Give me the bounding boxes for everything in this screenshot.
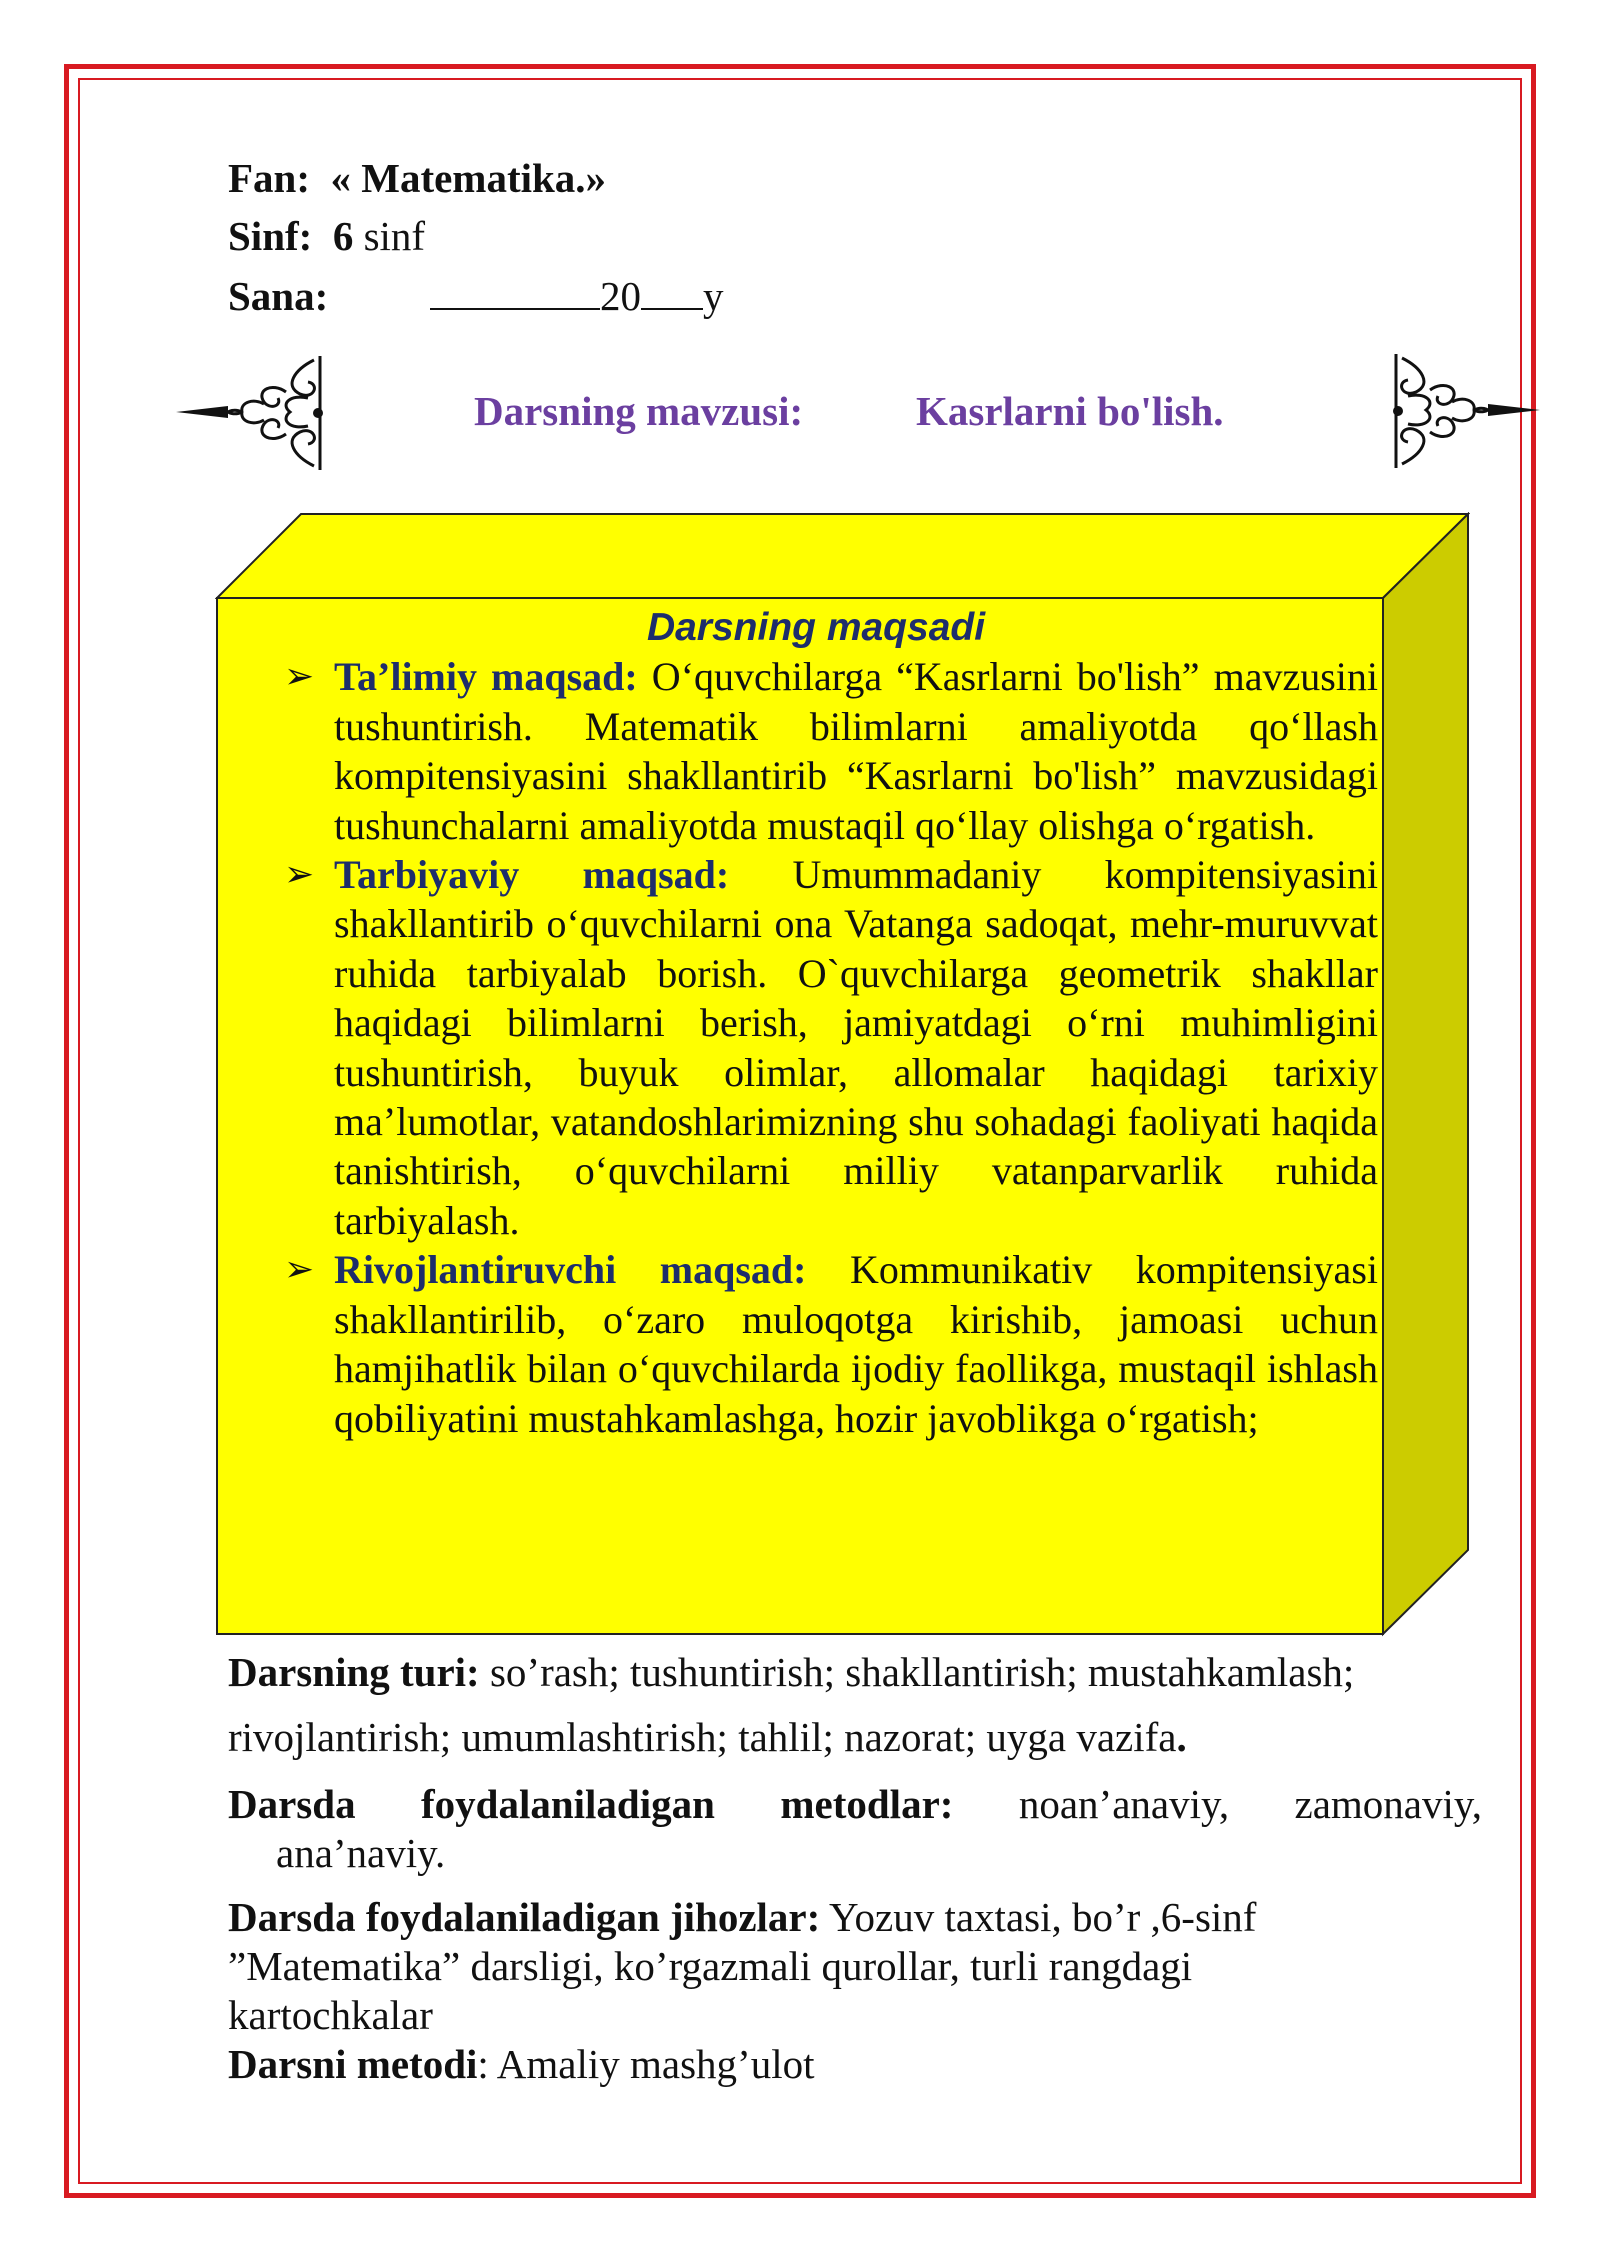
goal-rivojlantiruvchi [218, 1245, 1378, 1443]
goal-tarbiyaviy [218, 850, 1378, 1245]
sana-line [228, 270, 328, 322]
year-blank-line [641, 274, 703, 310]
metodlar-label: Darsda foydalaniladigan metodlar: [228, 1781, 954, 1827]
goal-text: Umummadaniy kompitensiyasini shakllantirib o‘quvchilarni ona Vatanga sadoqat, mehr-muruvvat ruhida tarbiyalab borish. O`quvchilarga geometrik shakllar haqidagi bilimlarni berish, jamiyatdagi o‘rni muhimligini tushuntirish, buyuk olimlar, allomalar haqidagi tarixiy ma’lumotlar, vatandoshlarimizning shu sohadagi faoliyati haqida tanishtirish, o‘quvchilarni milliy vatanparvarlik ruhida tarbiyalash. [334, 852, 1378, 1243]
fan-line [228, 152, 606, 204]
date-blank-line [430, 274, 600, 310]
sinf-word: sinf [363, 213, 426, 259]
darsning-turi-line2 [228, 1713, 1482, 1762]
goal-label: Tarbiyaviy maqsad: [334, 852, 730, 898]
metodi-label: Darsni metodi [228, 2041, 478, 2087]
goal-label: Ta’limiy maqsad: [334, 654, 638, 700]
darsni-metodi-line [228, 2040, 1482, 2089]
sana-label: Sana: [228, 273, 329, 319]
metodlar-line2 [276, 1829, 1530, 1878]
arrow-bullet-icon: ➢ [284, 1249, 315, 1291]
goals-content [218, 603, 1378, 1443]
jihozlar-line2 [228, 1942, 1482, 1991]
jihozlar-text-1: Yozuv taxtasi, bo’r ,6-sinf [820, 1894, 1257, 1940]
jihozlar-line3 [228, 1991, 1482, 2040]
metodlar-line1 [228, 1780, 1482, 1829]
arrow-bullet-icon: ➢ [284, 854, 315, 896]
jihozlar-text-3: kartochkalar [228, 1992, 433, 2038]
sinf-label: Sinf: [228, 213, 313, 259]
fan-label: Fan: [228, 155, 310, 201]
right-ornament-icon [1378, 346, 1548, 476]
topic-label: Darsning mavzusi: [474, 388, 804, 434]
turi-label: Darsning turi: [228, 1649, 480, 1695]
darsning-turi-line1 [228, 1648, 1482, 1697]
jihozlar-label: Darsda foydalaniladigan jihozlar: [228, 1894, 821, 1940]
jihozlar-line1 [228, 1893, 1482, 1942]
metodlar-text-1: noan’anaviy, zamonaviy, [1018, 1781, 1482, 1827]
sinf-line [228, 210, 425, 262]
arrow-bullet-icon: ➢ [284, 656, 315, 698]
goal-label: Rivojlantiruvchi maqsad: [334, 1247, 807, 1293]
goal-text: O‘quvchilarga “Kasrlarni bo'lish” mavzusini tushuntirish. Matematik bilimlarni amaliyotda qo‘llash kompitensiyasini shakllantirib “Kasrlarni bo'lish” mavzusidagi tushunchalarni amaliyotda mustaqil qo‘llay olishga o‘rgatish. [334, 654, 1379, 848]
goals-title: Darsning maqsadi [646, 606, 986, 649]
sana-year-suffix: y [703, 273, 724, 319]
metodi-text: : Amaliy mashg’ulot [477, 2041, 815, 2087]
sana-year-prefix: 20 [600, 273, 641, 319]
metodlar-text-2: ana’naviy. [276, 1830, 446, 1876]
topic-value: Kasrlarni bo'lish. [916, 388, 1224, 434]
goal-talimiy [218, 652, 1378, 850]
turi-end: . [1176, 1714, 1187, 1760]
sana-date [430, 270, 724, 322]
jihozlar-text-2: ”Matematika” darsligi, ko’rgazmali qurollar, turli rangdagi [228, 1943, 1193, 1989]
fan-value: « Matematika.» [330, 155, 607, 201]
turi-text-2: rivojlantirish; umumlashtirish; tahlil; nazorat; uyga vazifa [228, 1714, 1177, 1760]
sinf-number: 6 [332, 213, 354, 259]
left-ornament-icon [168, 348, 338, 478]
goal-text: Kommunikativ kompitensiyasi shakllantirilib, o‘zaro muloqotga kirishib, jamoasi uchun hamjihatlik bilan o‘quvchilarda ijodiy faollikga, mustaqil ishlash qobiliyatini mustahkamlashga, hozir javoblikga o‘rgatish; [334, 1247, 1378, 1441]
turi-text-1: so’rash; tushuntirish; shakllantirish; mustahkamlash; [479, 1649, 1355, 1695]
